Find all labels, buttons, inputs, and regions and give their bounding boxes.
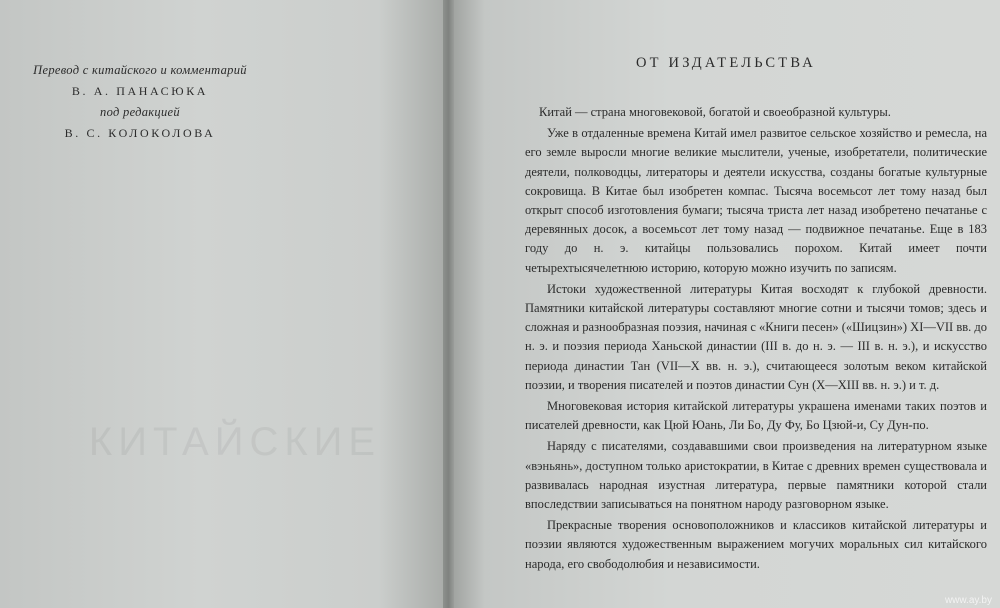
site-watermark: www.ay.by: [944, 595, 992, 606]
publisher-foreword: [525, 103, 987, 576]
translation-credit: Перевод с китайского и комментарий: [33, 63, 247, 77]
paragraph: Наряду с писателями, создававшими свои произведения на литературном языке «вэньянь», доступном только аристократии, в Китае с древних времен существовала и развивалась народная изустная литература, первые памятники которой стали впоследствии записываться на понятном народу разговорном языке.: [525, 439, 987, 512]
show-through-text: КИТАЙСКИЕ: [88, 420, 382, 464]
paragraph: Китай — страна многовековой, богатой и своеобразной культуры.: [539, 105, 891, 119]
paragraph: Многовековая история китайской литературы украшена именами таких поэтов и писателей древности, как Цюй Юань, Ли Бо, Ду Фу, Бо Цзюй-и, Су Дун-по.: [525, 399, 987, 433]
credits-block: [0, 60, 280, 144]
paragraph: Уже в отдаленные времена Китай имел развитое сельское хозяйство и ремесла, на его земле выросли многие великие мыслители, ученые, изобретатели, политические деятели, полководцы, литераторы и деятели искусства, созданы богатые культурные сокровища. В Китае был изобретен компас. Тысяча восемьсот лет тому назад был открыт способ изготовления бумаги; тысяча триста лет назад изобретено печатанье с деревянных досок, а восемьсот лет тому назад — подвижное печатанье. Еще в 183 году до н. э. китайцы пользовались порохом. Китай имеет почти четырехтысячелетнюю историю, которую можно изучить по записям.: [525, 126, 987, 275]
paragraph: Истоки художественной литературы Китая восходят к глубокой древности. Памятники китайской литературы составляют многие сотни и тысячи томов; здесь и сложная и разнообразная поэзия, начиная с «Книги песен» («Шицзин») XI—VII вв. до н. э. и поэзия периода Ханьской династии (III в. до н. э. — III в. н. э.), и искусство периода династии Тан (VII—X вв. н. э.), считающееся золотым веком китайской поэзии, и творения писателей и поэтов династии Сун (X—XIII вв. н. э.) и т. д.: [525, 281, 988, 392]
editor-name: В. С. КОЛОКОЛОВА: [64, 126, 216, 140]
editor-credit: под редакцией: [100, 105, 180, 119]
paragraph: Прекрасные творения основоположников и классиков китайской литературы и поэзии являются художественным выражением могучих моральных сил китайского народа, его свободолюбия и независимости.: [525, 518, 987, 571]
page-heading: ОТ ИЗДАТЕЛЬСТВА: [636, 55, 816, 71]
translator-name: В. А. ПАНАСЮКА: [71, 84, 209, 98]
book-gutter: [443, 0, 454, 608]
